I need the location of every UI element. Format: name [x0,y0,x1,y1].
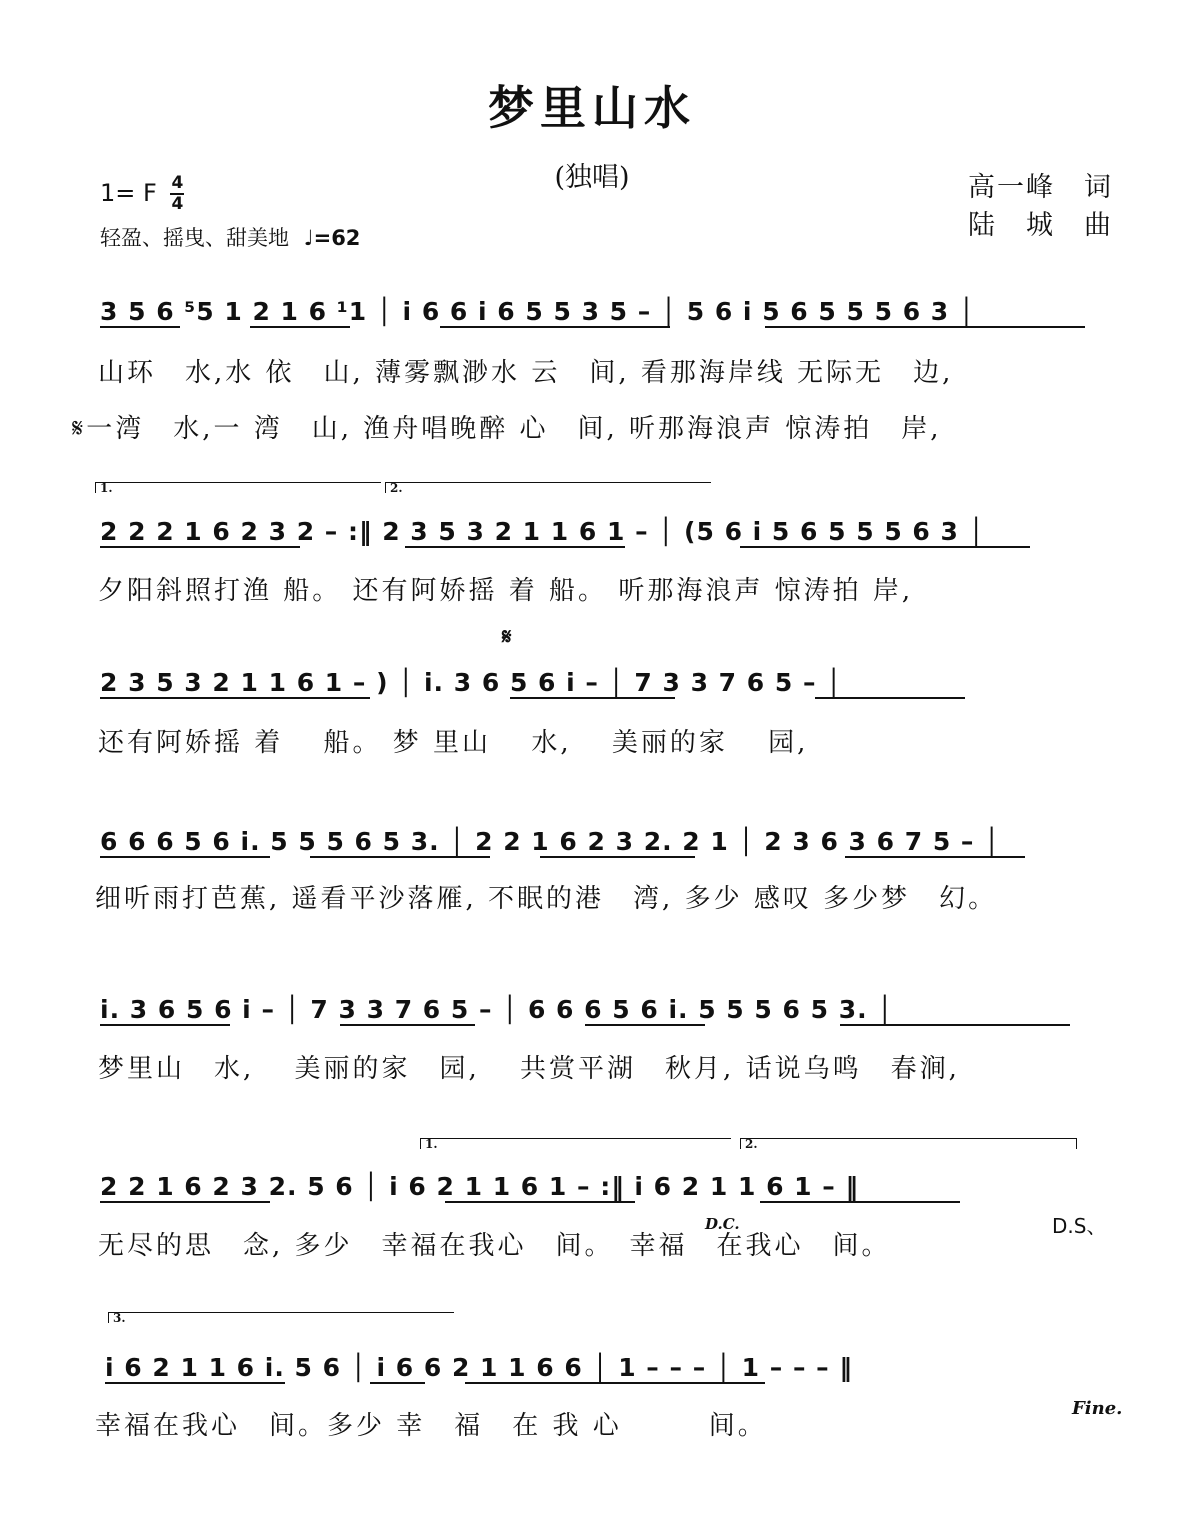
song-title: 梦里山水 [488,81,696,135]
time-signature [170,175,184,213]
segno-icon: 𝄋 [502,625,512,650]
lyric-line-5: 梦里山 水, 美丽的家 园, 共赏平湖 秋月, 话说乌鸣 春涧, [98,1054,960,1084]
volta-2-bracket-b: 2. [740,1138,1077,1149]
key-label: 1= F [100,179,157,207]
key-signature [100,175,184,213]
volta-3-bracket: 3. [108,1312,454,1323]
notation-line-4: 6 6 6 5 6 i. 5 5 5 6 5 3. │ 2 2 1 6 2 3 2. 2 1 │ 2 3 6 3 6 7 5 – │ [100,827,1001,856]
lyric-line-7: 幸福在我心 间。多少 幸 福 在 我 心 间。 [95,1411,767,1441]
dc-marking: D.C. [705,1215,740,1233]
fine-marking: Fine. [1072,1398,1123,1419]
lyric-line-3: 还有阿娇摇 着 船。 梦 里山 水, 美丽的家 园, [98,728,809,758]
lyric-line-4: 细听雨打芭蕉, 遥看平沙落雁, 不眠的港 湾, 多少 感叹 多少梦 幻。 [95,884,998,914]
notation-line-2: 2 2 2 1 6 2 3 2 – :‖ 2 3 5 3 2 1 1 6 1 – │ (5 6 i 5 6 5 5 5 6 3 │ [100,517,985,546]
ds-marking: D.S、 [1052,1214,1107,1238]
lyric-line-6: 无尽的思 念, 多少 幸福在我心 间。 幸福 在我心 间。 [98,1231,891,1261]
volta-1-bracket-b: 1. [420,1138,731,1149]
tempo-text: 轻盈、摇曳、甜美地 [100,226,289,250]
lyricist-credit: 高一峰 词 [968,172,1113,203]
tempo-note: ♩=62 [303,226,361,250]
composer-credit: 陆 城 曲 [968,210,1113,241]
lyric-line-1b: 𝄋一湾 水,一 湾 山, 渔舟唱晚醉 心 间, 听那海浪声 惊涛拍 岸, [72,414,942,444]
lyric-line-2: 夕阳斜照打渔 船。 还有阿娇摇 着 船。 听那海浪声 惊涛拍 岸, [98,576,914,606]
song-subtitle: (独唱) [554,162,630,193]
segno-icon: 𝄋 [72,414,87,444]
notation-line-6: 2 2 1 6 2 3 2. 5 6 │ i 6 2 1 1 6 1 – :‖ i 6 2 1 1 6 1 – ‖ [100,1172,859,1201]
notation-line-5: i. 3 6 5 6 i – │ 7 3 3 7 6 5 – │ 6 6 6 5 6 i. 5 5 5 6 5 3. │ [100,995,894,1024]
time-signature-top: 4 [171,173,184,193]
time-signature-bottom: 4 [171,194,184,214]
notation-line-3: 2 3 5 3 2 1 1 6 1 – ) │ i. 3 6 5 6 i – │ 7 3 3 7 6 5 – │ [100,668,843,697]
lyric-line-1a: 山环 水,水 依 山, 薄雾飘渺水 云 间, 看那海岸线 无际无 边, [98,358,954,388]
tempo-marking [100,222,360,252]
volta-2-bracket: 2. [385,482,711,493]
notation-line-1: 3 5 6 ⁵5 1 2 1 6 ¹1 │ i 6 6 i 6 5 5 3 5 – │ 5 6 i 5 6 5 5 5 6 3 │ [100,297,975,326]
notation-line-7: i 6 2 1 1 6 i. 5 6 │ i 6 6 2 1 1 6 6 │ 1 – – – │ 1 – – – ‖ [105,1353,853,1382]
volta-1-bracket: 1. [95,482,381,493]
